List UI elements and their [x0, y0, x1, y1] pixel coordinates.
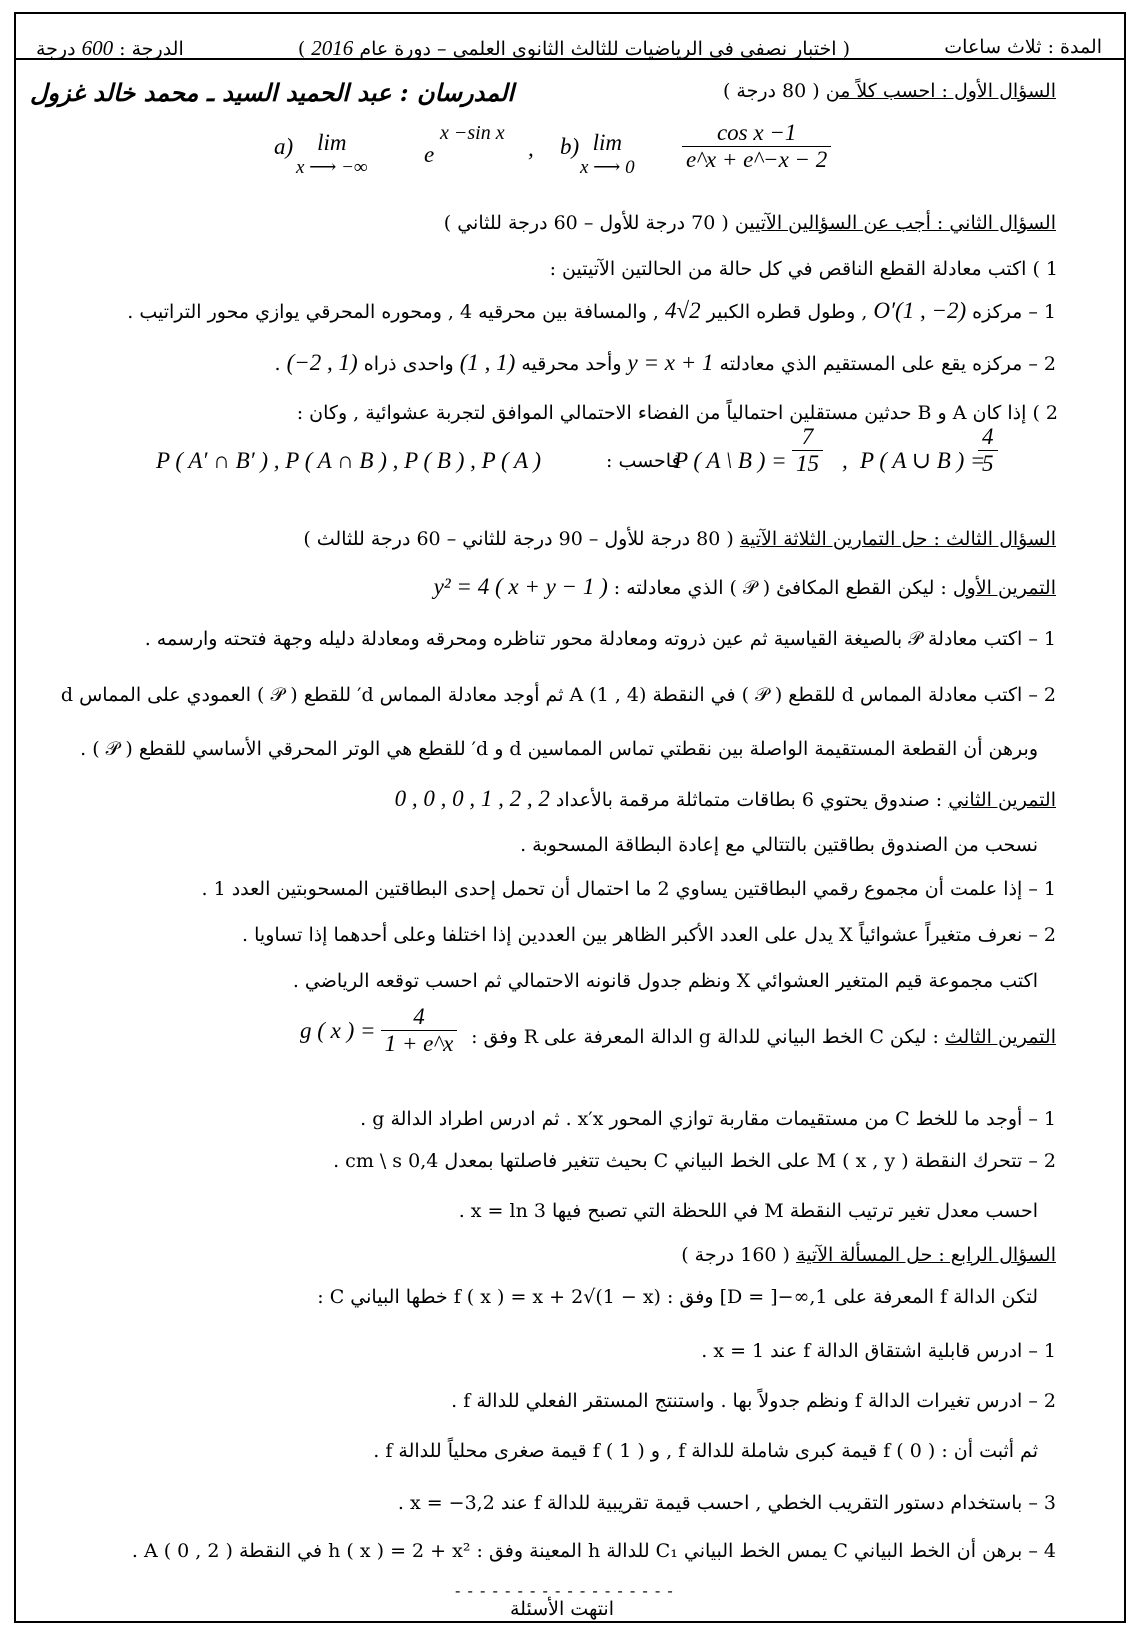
fraction-numerator: 4	[978, 424, 998, 451]
q2-part1-case1	[127, 298, 1056, 324]
q2-marks: ( 70 درجة للأول – 60 درجة للثاني )	[443, 212, 729, 234]
q1-b-lim	[580, 130, 635, 179]
q4-item3: 3 – باستخدام دستور التقريب الخطي , احسب قيمة تقريبية للدالة f عند x = −3,2 .	[397, 1492, 1056, 1514]
exercise2-item1: 1 – إذا علمت أن مجموع رقمي البطاقتين يساوي 2 ما احتمال أن تحمل إحدى البطاقتين المسحوبتين العدد 1 .	[201, 878, 1056, 900]
exercise3-item1: 1 – أوجد ما للخط C من مستقيمات مقاربة توازي المحور x′x . ثم ادرس اطراد الدالة g .	[360, 1108, 1056, 1130]
q1-b-approach: x ⟶ 0	[580, 157, 635, 178]
q1-a-exponent: x −sin x	[440, 122, 505, 144]
grade-label: الدرجة :	[113, 38, 184, 60]
card-numbers: 0 , 0 , 0 , 1 , 2 , 2	[394, 786, 550, 811]
q1-b-fraction	[682, 120, 831, 174]
given-p-a-minus-b-fraction	[792, 424, 823, 478]
q2-part1-case2	[275, 350, 1056, 376]
q2-targets: P ( A′ ∩ B′ ) , P ( A ∩ B ) , P ( B ) , P ( A )	[156, 448, 542, 473]
q1-b-numerator: cos x −1	[682, 120, 831, 147]
q1-a-lim	[296, 130, 368, 179]
g-denominator: 1 + e^x	[384, 1031, 454, 1057]
lim-word: lim	[317, 130, 347, 155]
given-p-a-minus-b-left: P ( A \ B ) =	[674, 448, 787, 473]
given-p-a-union-b-fraction	[978, 424, 998, 478]
q4-item2: 2 – ادرس تغيرات الدالة f ونظم جدولاً بها . واستنتج المستقر الفعلي للدالة f .	[451, 1390, 1056, 1412]
q1-a-base: e	[424, 142, 435, 167]
q4-title: السؤال الرابع : حل المسألة الآتية	[796, 1244, 1056, 1266]
case1-text-a: 1 – مركزه	[966, 301, 1056, 323]
parabola-equation: y² = 4 ( x + y − 1 )	[433, 574, 608, 599]
case2-focus: (1 , 1)	[459, 350, 516, 375]
q1-title: السؤال الأول : احسب كلاً من	[825, 80, 1056, 102]
q2-part1: 1 ) اكتب معادلة القطع الناقص في كل حالة من الحالتين الآتيتين :	[549, 258, 1058, 280]
q1-separator: ,	[528, 136, 534, 161]
q1-b-denominator: e^x + e^−x − 2	[686, 147, 828, 173]
q1-a-approach: x ⟶ −∞	[296, 157, 368, 178]
exercise1-intro	[434, 574, 1056, 600]
case1-center: O′(1 , −2)	[873, 298, 967, 323]
exercise1-item2: 2 – اكتب معادلة المماس d للقطع ( 𝒫 ) في النقطة A (1 , 4) ثم أوجد معادلة المماس d′ للقطع ( 𝒫 ) العمودي على المماس d	[60, 684, 1056, 706]
grade-number: 600	[81, 36, 114, 60]
case2-vertex: (−2 , 1)	[286, 350, 358, 375]
case2-text-b: وأحد محرقيه	[515, 353, 628, 375]
exercise3-intro	[471, 1026, 1056, 1048]
exam-title-text: ( اختبار نصفي في الرياضيات للثالث الثانوي العلمي – دورة عام	[353, 38, 850, 60]
exercise1-item2b: وبرهن أن القطعة المستقيمة الواصلة بين نقطتي تماس المماسين d و d′ للقطع هي الوتر المحرقي الأساسي للقطع ( 𝒫 ) .	[80, 738, 1038, 760]
case2-text-c: واحدى ذراه	[357, 353, 460, 375]
g-definition	[300, 1004, 457, 1058]
case2-line: y = x + 1	[627, 350, 714, 375]
end-of-questions: انتهت الأسئلة	[510, 1598, 614, 1620]
grade-unit: درجة	[36, 38, 82, 60]
q1-a-label: a)	[274, 134, 294, 159]
exercise3-item3: احسب معدل تغير ترتيب النقطة M في اللحظة التي تصبح فيها x = ln 3 .	[458, 1200, 1038, 1222]
teachers: المدرسان : عبد الحميد السيد ـ محمد خالد غزول	[30, 78, 515, 107]
q4-item1: 1 – ادرس قابلية اشتقاق الدالة f عند x = 1 .	[701, 1340, 1056, 1362]
q3-heading	[303, 528, 1056, 550]
duration: المدة : ثلاث ساعات	[944, 36, 1102, 58]
case2-text-d: .	[274, 353, 287, 375]
fraction-denominator: 5	[982, 451, 994, 477]
exam-page	[14, 12, 1126, 1623]
exam-title-close: )	[297, 38, 312, 60]
q2-part2: 2 ) إذا كان A و B حدثين مستقلين احتمالياً من الفضاء الاحتمالي الموافق لتجربة عشوائية , وكان :	[296, 402, 1058, 424]
exam-year: 2016	[311, 36, 354, 60]
case1-text-b: , وطول قطره الكبير	[700, 301, 874, 323]
q4-item4: 4 – برهن أن الخط البياني C يمس الخط البياني C₁ للدالة h المعينة وفق : h ( x ) = 2 + x² في النقطة A ( 0 , 2 ) .	[131, 1540, 1056, 1562]
exercise2-intro	[395, 786, 1056, 812]
fraction-numerator: 7	[792, 424, 823, 451]
q1-marks: ( 80 درجة )	[722, 80, 820, 102]
q4-heading	[681, 1244, 1056, 1266]
exercise1-item1: 1 – اكتب معادلة 𝒫 بالصيغة القياسية ثم عين ذروته ومعادلة محور تناظره ومحرقه ومعادلة دليله وجهة فتحته وارسمه .	[144, 628, 1056, 650]
exercise3-text: : ليكن C الخط البياني للدالة g الدالة المعرفة على R وفق :	[471, 1026, 945, 1048]
given-p-a-union-b-left: P ( A ∪ B ) =	[860, 448, 986, 473]
case1-text-c: , والمسافة بين محرقيه 4 , ومحوره المحرقي يوازي محور التراتيب .	[127, 301, 665, 323]
q1-heading	[723, 80, 1056, 102]
q3-marks: ( 80 درجة للأول – 90 درجة للثاني – 60 درجة للثالث )	[303, 528, 734, 550]
exercise2-text: : صندوق يحتوي 6 بطاقات متماثلة مرقمة بالأعداد	[549, 789, 949, 811]
exercise2-item2: 2 – نعرف متغيراً عشوائياً X يدل على العدد الأكبر الظاهر بين العددين إذا اختلفا وعلى أحدهما إذا تساويا .	[242, 924, 1056, 946]
q3-title: السؤال الثالث : حل التمارين الثلاثة الآتية	[739, 528, 1056, 550]
fraction-denominator: 15	[796, 451, 819, 477]
exercise1-title: التمرين الأول	[952, 577, 1056, 599]
lim-word: lim	[592, 130, 623, 155]
g-numerator: 4	[381, 1004, 458, 1031]
case1-major-axis: 4√2	[665, 298, 701, 323]
g-left: g ( x ) =	[300, 1017, 376, 1043]
q2-heading	[444, 212, 1056, 234]
q2-part2-given: P ( A′ ∩ B′ ) , P ( A ∩ B ) , P ( B ) , P ( A ) فاحسب : P ( A \ B ) = $\frac{7}{15}$ , P ( A ∪ B ) = $\frac{4}{5}$	[156, 430, 1046, 494]
exercise1-text: : ليكن القطع المكافئ ( 𝒫 ) الذي معادلته :	[607, 577, 953, 599]
q4-marks: ( 160 درجة )	[681, 1244, 790, 1266]
q4-intro: لتكن الدالة f المعرفة على D = ]−∞,1] وفق : f ( x ) = x + 2√(1 − x) خطها البياني C :	[317, 1286, 1038, 1308]
exam-title	[298, 36, 850, 61]
q2-title: السؤال الثاني : أجب عن السؤالين الآتيين	[734, 212, 1056, 234]
q1-b-label: b)	[560, 134, 580, 159]
q4-item2b: ثم أثبت أن : f ( 0 ) قيمة كبرى شاملة للدالة f , و f ( 1 ) قيمة صغرى محلياً للدالة f .	[373, 1440, 1038, 1462]
exercise2-item3: اكتب مجموعة قيم المتغير العشوائي X ونظم جدول قانونه الاحتمالي ثم احسب توقعه الرياضي .	[292, 970, 1038, 992]
exercise3-title: التمرين الثالث	[944, 1026, 1056, 1048]
total-grade	[36, 36, 184, 61]
exercise3-item2: 2 – تتحرك النقطة M ( x , y ) على الخط البياني C بحيث تتغير فاصلتها بمعدل 0,4 cm \ s .	[333, 1150, 1056, 1172]
g-fraction	[381, 1004, 458, 1058]
exercise2-draw: نسحب من الصندوق بطاقتين بالتتالي مع إعادة البطاقة المسحوبة .	[520, 834, 1038, 856]
footer-dashes: - - - - - - - - - - - - - - - - - -	[455, 1581, 674, 1600]
exercise2-title: التمرين الثاني	[948, 789, 1056, 811]
case2-text-a: 2 – مركزه يقع على المستقيم الذي معادلته	[713, 353, 1056, 375]
q2-compute-label: فاحسب :	[606, 450, 681, 472]
